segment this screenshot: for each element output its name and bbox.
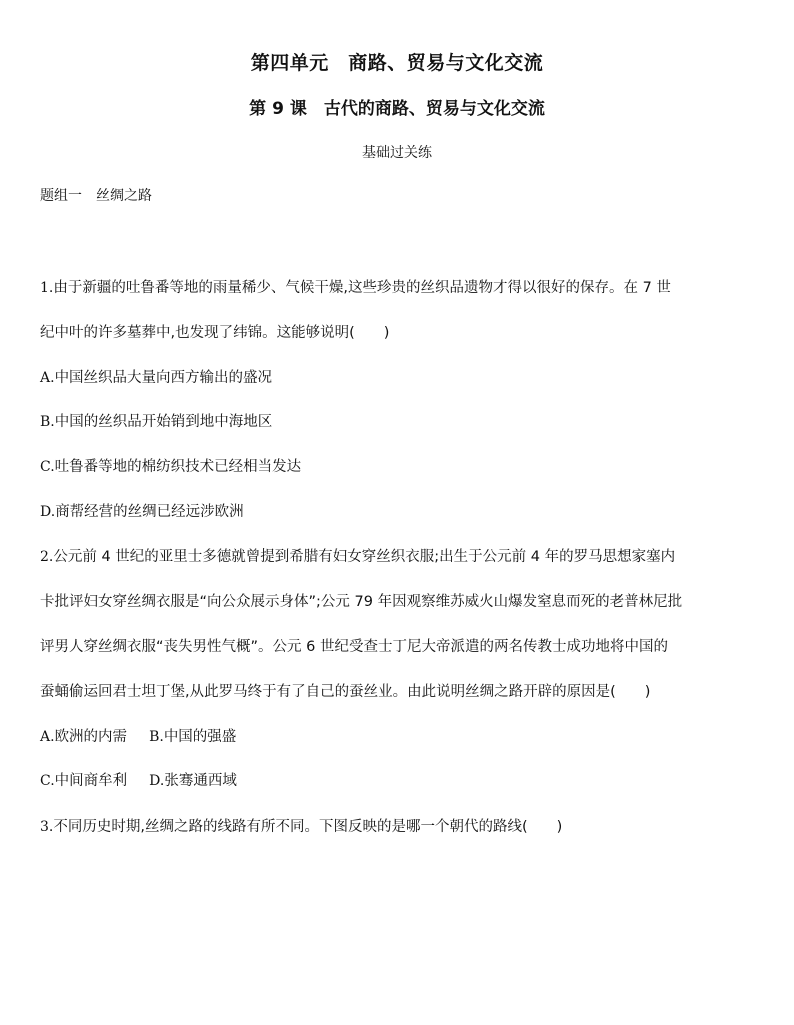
section-title: 基础过关练 [362,145,432,161]
question-text: 卡批评妇女穿丝绸衣服是“向公众展示身体”;公元 79 年因观察维苏威火山爆发窒息而死的老普林尼批 [40,594,683,610]
option-d[interactable] [40,500,244,521]
question-number: 1. [40,280,54,296]
option-text: 商帮经营的丝绸已经远涉欧洲 [55,504,244,520]
unit-title: 第四单元 商路、贸易与文化交流 [250,52,544,74]
option-text: 欧洲的内需 [54,729,128,745]
question-text: 公元前 4 世纪的亚里士多德就曾提到希腊有妇女穿丝织衣服;出生于公元前 4 年的罗马思想家塞内 [53,549,676,565]
option-letter: C. [40,459,55,475]
option-letter: B. [149,729,164,745]
question-text: 不同历史时期,丝绸之路的线路有所不同。下图反映的是哪一个朝代的路线( ) [53,819,563,835]
question-text: 评男人穿丝绸衣服“丧失男性气概”。公元 6 世纪受查士丁尼大帝派遣的两名传教士成功地将中国的 [40,639,668,655]
question-number: 3. [40,819,54,835]
question-stem-line [40,545,675,566]
group-title: 题组一 丝绸之路 [40,188,152,204]
option-letter: A. [40,729,55,745]
lesson-title: 第 9 课 古代的商路、贸易与文化交流 [249,99,545,119]
option-c[interactable] [40,455,301,476]
question-stem-line [40,815,562,836]
option-row [40,725,236,746]
option-letter: C. [40,773,55,789]
option-text: 中国丝织品大量向西方输出的盛况 [54,370,273,386]
question-stem-line [40,590,682,611]
option-text: 中国的丝织品开始销到地中海地区 [54,414,273,430]
option-d[interactable] [149,773,237,789]
option-text: 中国的强盛 [163,729,237,745]
question-stem-line [40,680,650,701]
option-c[interactable] [40,773,127,789]
question-stem-line [40,276,671,297]
option-a[interactable] [40,729,127,745]
option-letter: B. [40,414,55,430]
question-text: 纪中叶的许多墓葬中,也发现了纬锦。这能够说明( ) [40,325,390,341]
option-text: 中间商牟利 [54,773,128,789]
option-a[interactable] [40,366,272,387]
option-letter: D. [149,773,165,789]
option-letter: D. [40,504,56,520]
question-text: 蚕蛹偷运回君士坦丁堡,从此罗马终于有了自己的蚕丝业。由此说明丝绸之路开辟的原因是( ) [40,684,651,700]
option-b[interactable] [149,729,236,745]
question-number: 2. [40,549,54,565]
option-b[interactable] [40,410,272,431]
option-letter: A. [40,370,55,386]
option-row [40,769,237,790]
question-stem-line [40,635,668,656]
option-text: 张骞通西域 [164,773,237,789]
question-text: 由于新疆的吐鲁番等地的雨量稀少、气候干燥,这些珍贵的丝织品遗物才得以很好的保存。在 7 世 [53,280,671,296]
option-text: 吐鲁番等地的棉纺织技术已经相当发达 [54,459,302,475]
question-stem-line [40,321,389,342]
